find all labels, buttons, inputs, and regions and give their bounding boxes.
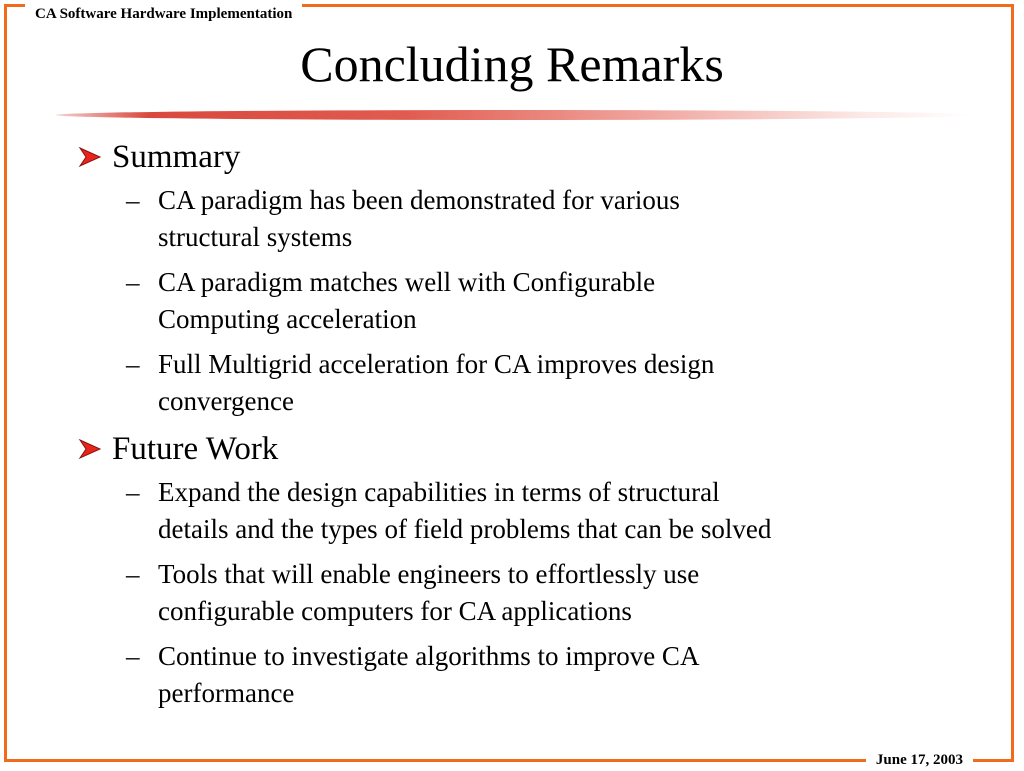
list-item-line: details and the types of field problems that can be solved xyxy=(158,514,772,544)
list-item xyxy=(78,638,978,712)
arrow-bullet-icon xyxy=(78,438,102,460)
list-item-line: Expand the design capabilities in terms of structural xyxy=(158,477,720,507)
dash-marker: – xyxy=(126,477,140,507)
dash-marker: – xyxy=(126,641,140,671)
list-item xyxy=(78,264,978,338)
dash-marker: – xyxy=(126,185,140,215)
list-item-line: Computing acceleration xyxy=(158,304,417,334)
dash-marker: – xyxy=(126,559,140,589)
list-item xyxy=(78,182,978,256)
summary-list xyxy=(78,182,978,420)
list-item-line: configurable computers for CA applications xyxy=(158,596,632,626)
section-future-work xyxy=(78,428,978,470)
list-item xyxy=(78,556,978,630)
list-item-line: CA paradigm matches well with Configurable xyxy=(158,267,656,297)
dash-marker: – xyxy=(126,349,140,379)
list-item-line: convergence xyxy=(158,386,294,416)
section-summary xyxy=(78,136,978,178)
header-label: CA Software Hardware Implementation xyxy=(25,3,302,27)
slide-title: Concluding Remarks xyxy=(300,36,724,92)
list-item-line: performance xyxy=(158,678,295,708)
dash-marker: – xyxy=(126,267,140,297)
list-item-line: structural systems xyxy=(158,222,353,252)
list-item-line: Continue to investigate algorithms to improve CA xyxy=(158,641,700,671)
list-item xyxy=(78,346,978,420)
arrow-bullet-icon xyxy=(78,146,102,168)
section-heading: Summary xyxy=(112,139,241,175)
list-item-line: CA paradigm has been demonstrated for various xyxy=(158,185,680,215)
list-item-line: Full Multigrid acceleration for CA improves design xyxy=(158,349,715,379)
slide-content xyxy=(78,136,978,720)
title-underline xyxy=(56,110,974,120)
list-item-line: Tools that will enable engineers to effortlessly use xyxy=(158,559,700,589)
list-item xyxy=(78,474,978,548)
future-work-list xyxy=(78,474,978,712)
footer-date: June 17, 2003 xyxy=(866,749,973,771)
section-heading: Future Work xyxy=(112,431,279,467)
